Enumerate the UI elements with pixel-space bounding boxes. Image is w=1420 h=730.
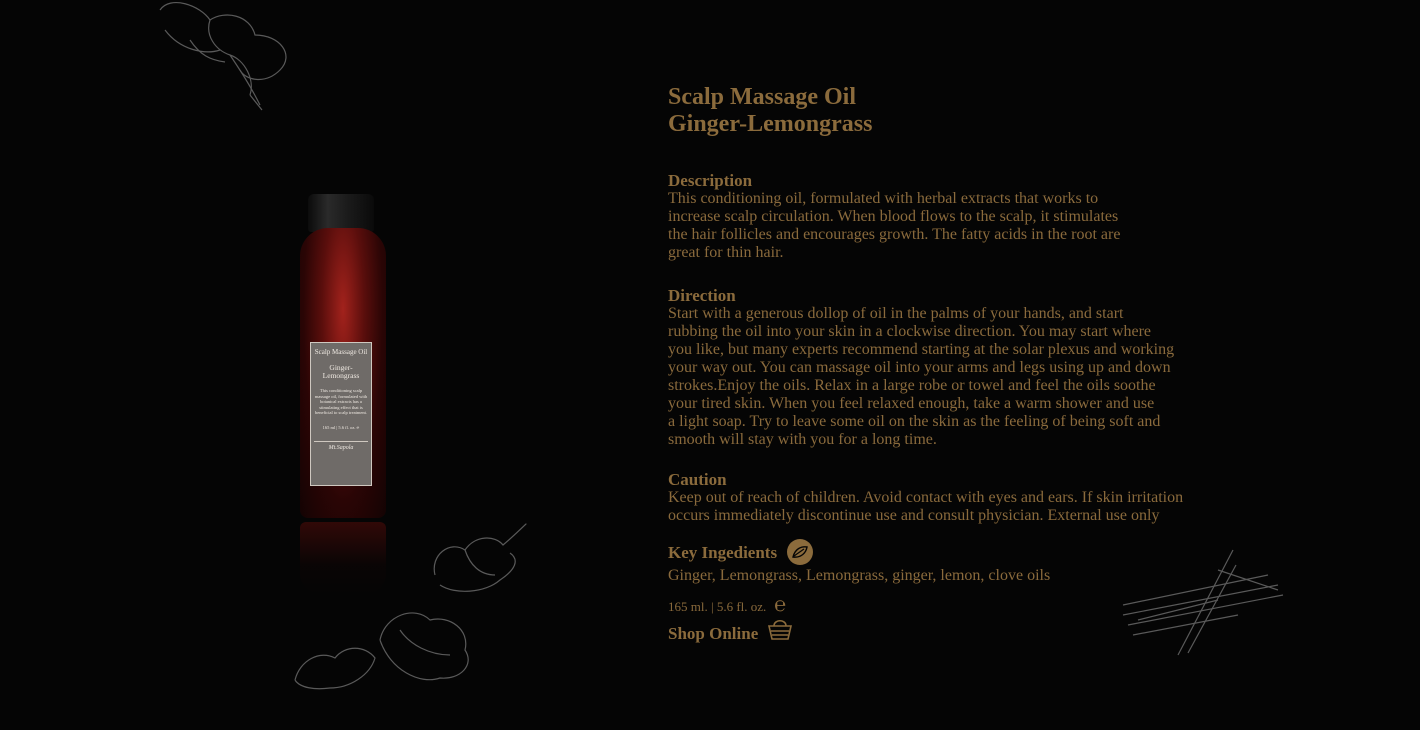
basket-icon[interactable] xyxy=(766,616,794,647)
ginger-sketch-top-icon xyxy=(150,0,300,115)
bottle-cap xyxy=(308,194,374,232)
leaf-icon xyxy=(787,539,813,565)
bottle-label-size: 165 ml | 5.6 fl. oz. ℮ xyxy=(322,424,360,430)
bottle-reflection xyxy=(300,522,386,594)
direction-text: Start with a generous dollop of oil in the palms of your hands, and start rubbing the oil into your skin in a clockwise direction. You may start where you like, but many experts recommend starting at the solar plexus and working your way out. You can massage oil into your arms and legs using up and down strokes.Enjoy the oils. Relax in a large robe or towel and feel the oils soothe your tired skin. When you feel relaxed enough, take a warm shower and use a light soap. Try to leave some oil on the skin as the feeling of being soft and smooth will stay with you for a long time. xyxy=(668,305,1175,448)
bottle-label xyxy=(310,342,372,486)
bottle-label-body: This conditioning scalp massage oil, formulated with botanical extracts has a stimulating effect that is beneficial to scalp treatment. xyxy=(314,388,368,415)
ginger-sketch-middle-icon xyxy=(425,515,535,600)
ingredients-heading: Key Ingedients xyxy=(668,543,778,562)
direction-section xyxy=(668,287,1228,449)
description-heading: Description xyxy=(668,171,753,190)
caution-heading: Caution xyxy=(668,470,727,489)
bottle-label-subtitle: Ginger-Lemongrass xyxy=(322,363,360,380)
caution-text: Keep out of reach of children. Avoid contact with eyes and ears. If skin irritation occurs immediately discontinue use and consult physician. External use only xyxy=(668,489,1184,524)
caution-section xyxy=(668,471,1228,525)
product-title-line2: Ginger-Lemongrass xyxy=(668,111,873,137)
product-bottle-image xyxy=(298,192,390,602)
ingredients-heading-row xyxy=(668,540,1228,567)
shop-online-link[interactable] xyxy=(668,620,794,651)
size-text: 165 ml. | 5.6 fl. oz. xyxy=(668,599,767,614)
direction-heading: Direction xyxy=(668,286,736,305)
product-title-line1: Scalp Massage Oil xyxy=(668,84,857,110)
estimated-sign-icon: ℮ xyxy=(774,594,787,616)
ginger-sketch-bottom-icon xyxy=(290,600,485,695)
description-text: This conditioning oil, formulated with herbal extracts that works to increase scalp circulation. When blood flows to the scalp, it stimulates the hair follicles and encourages growth. The fatty acids in the root are great for thin hair. xyxy=(668,190,1121,261)
shop-online-label[interactable]: Shop Online xyxy=(668,624,759,644)
ingredients-section xyxy=(668,540,1228,585)
product-title xyxy=(668,84,1228,138)
bottle-body xyxy=(300,228,386,518)
ingredients-text: Ginger, Lemongrass, Lemongrass, ginger, lemon, clove oils xyxy=(668,567,1051,585)
size-row xyxy=(668,594,786,617)
description-section xyxy=(668,172,1228,262)
bottle-label-logo: Mt.Sapola xyxy=(314,441,368,452)
bottle-label-title: Scalp Massage Oil xyxy=(314,348,368,356)
